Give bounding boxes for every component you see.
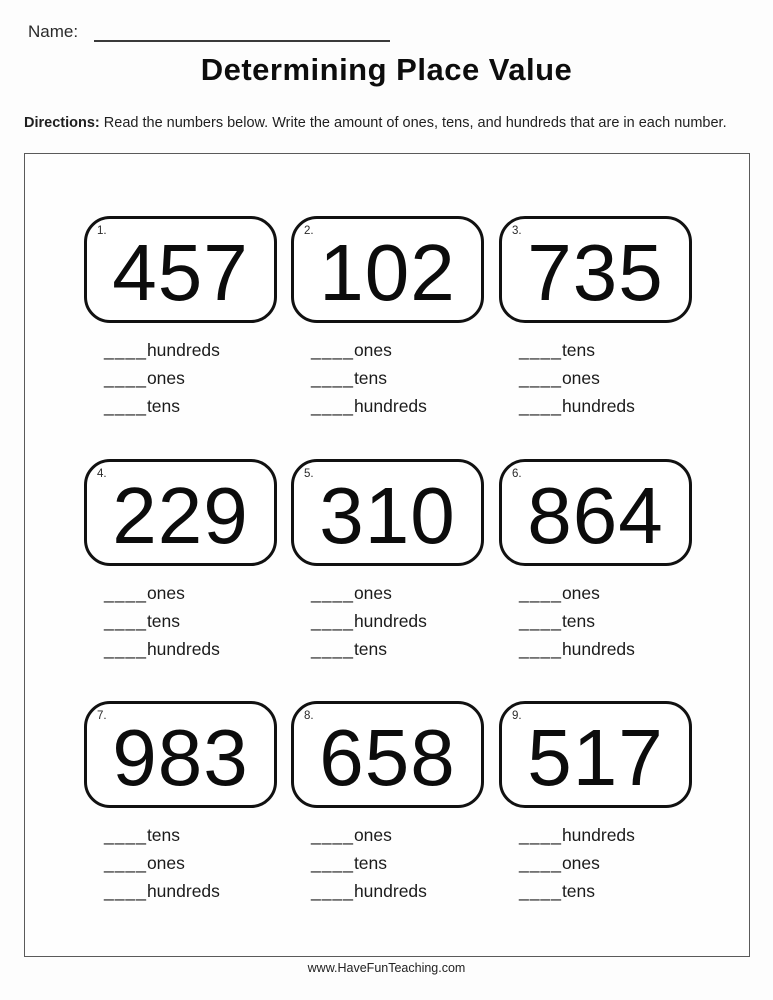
place-label: ones	[146, 368, 185, 388]
answer-blank: ____	[104, 583, 147, 603]
answer-line	[104, 392, 284, 420]
number-card	[291, 459, 484, 566]
card-number: 310	[319, 470, 456, 560]
answer-line	[104, 364, 284, 392]
place-label: ones	[146, 583, 185, 603]
worksheet-box	[24, 153, 750, 957]
page-title: Determining Place Value	[200, 52, 573, 87]
card-index: 7.	[97, 710, 107, 722]
place-label: hundreds	[146, 881, 220, 901]
answer-blank: ____	[519, 611, 562, 631]
answer-line	[519, 336, 699, 364]
place-label: tens	[353, 639, 388, 659]
answer-blank: ____	[104, 368, 147, 388]
card-index: 6.	[512, 468, 522, 480]
place-label: tens	[561, 340, 596, 360]
answer-blank: ____	[311, 340, 354, 360]
card-number: 658	[319, 712, 456, 802]
card-index: 5.	[304, 468, 314, 480]
number-card	[84, 459, 277, 566]
worksheet-item-5	[291, 459, 491, 663]
place-label: tens	[146, 825, 181, 845]
answer-line	[519, 364, 699, 392]
answer-line	[519, 821, 699, 849]
answer-lines	[104, 336, 284, 420]
place-label: hundreds	[353, 396, 427, 416]
worksheet-item-4	[84, 459, 284, 663]
place-label: tens	[561, 881, 596, 901]
answer-line	[311, 579, 491, 607]
answer-blank: ____	[311, 853, 354, 873]
answer-lines	[311, 821, 491, 905]
answer-blank: ____	[311, 368, 354, 388]
name-blank-line	[94, 23, 390, 42]
place-label: tens	[353, 853, 388, 873]
answer-line	[104, 849, 284, 877]
answer-blank: ____	[311, 639, 354, 659]
place-label: tens	[146, 611, 181, 631]
place-label: ones	[561, 368, 600, 388]
answer-blank: ____	[311, 396, 354, 416]
card-number: 864	[527, 470, 664, 560]
answer-blank: ____	[311, 881, 354, 901]
answer-line	[104, 635, 284, 663]
name-row	[28, 22, 390, 42]
answer-blank: ____	[519, 825, 562, 845]
number-card	[291, 701, 484, 808]
answer-lines	[311, 579, 491, 663]
card-number: 457	[112, 227, 249, 317]
answer-blank: ____	[519, 639, 562, 659]
answer-blank: ____	[311, 825, 354, 845]
answer-line	[311, 392, 491, 420]
answer-line	[104, 877, 284, 905]
answer-lines	[311, 336, 491, 420]
answer-line	[104, 607, 284, 635]
answer-blank: ____	[519, 881, 562, 901]
directions	[24, 112, 744, 134]
card-index: 2.	[304, 225, 314, 237]
worksheet-item-1	[84, 216, 284, 420]
answer-blank: ____	[519, 396, 562, 416]
answer-blank: ____	[104, 611, 147, 631]
answer-line	[519, 607, 699, 635]
answer-line	[104, 579, 284, 607]
place-label: tens	[353, 368, 388, 388]
answer-line	[311, 364, 491, 392]
worksheet-item-7	[84, 701, 284, 905]
place-label: ones	[353, 340, 392, 360]
card-index: 1.	[97, 225, 107, 237]
answer-blank: ____	[519, 853, 562, 873]
card-number: 229	[112, 470, 249, 560]
answer-blank: ____	[104, 881, 147, 901]
worksheet-item-2	[291, 216, 491, 420]
answer-line	[311, 877, 491, 905]
answer-lines	[104, 579, 284, 663]
answer-line	[519, 579, 699, 607]
answer-lines	[104, 821, 284, 905]
answer-blank: ____	[104, 825, 147, 845]
name-label: Name:	[28, 22, 79, 41]
place-label: hundreds	[353, 611, 427, 631]
directions-label: Directions:	[24, 115, 100, 131]
answer-blank: ____	[519, 340, 562, 360]
place-label: hundreds	[561, 825, 635, 845]
place-label: ones	[146, 853, 185, 873]
answer-line	[519, 849, 699, 877]
answer-blank: ____	[519, 583, 562, 603]
number-card	[499, 459, 692, 566]
place-label: hundreds	[561, 639, 635, 659]
worksheet-item-6	[499, 459, 699, 663]
answer-blank: ____	[311, 611, 354, 631]
number-card	[84, 216, 277, 323]
place-label: ones	[353, 825, 392, 845]
place-label: tens	[561, 611, 596, 631]
worksheet-item-8	[291, 701, 491, 905]
answer-blank: ____	[104, 853, 147, 873]
place-label: hundreds	[146, 639, 220, 659]
worksheet-item-9	[499, 701, 699, 905]
card-number: 517	[527, 712, 664, 802]
answer-line	[311, 821, 491, 849]
answer-blank: ____	[519, 368, 562, 388]
card-number: 735	[527, 227, 664, 317]
answer-lines	[519, 821, 699, 905]
card-number: 102	[319, 227, 456, 317]
card-number: 983	[112, 712, 249, 802]
worksheet-item-3	[499, 216, 699, 420]
card-index: 3.	[512, 225, 522, 237]
answer-line	[519, 392, 699, 420]
answer-line	[311, 635, 491, 663]
answer-lines	[519, 336, 699, 420]
place-label: ones	[353, 583, 392, 603]
answer-blank: ____	[311, 583, 354, 603]
answer-blank: ____	[104, 340, 147, 360]
answer-line	[104, 336, 284, 364]
answer-line	[311, 849, 491, 877]
answer-blank: ____	[104, 396, 147, 416]
place-label: hundreds	[353, 881, 427, 901]
place-label: ones	[561, 853, 600, 873]
card-index: 4.	[97, 468, 107, 480]
card-index: 8.	[304, 710, 314, 722]
directions-text: Read the numbers below. Write the amount of ones, tens, and hundreds that are in each number.	[99, 115, 727, 131]
card-index: 9.	[512, 710, 522, 722]
answer-line	[519, 635, 699, 663]
answer-line	[519, 877, 699, 905]
number-card	[84, 701, 277, 808]
number-card	[499, 701, 692, 808]
place-label: hundreds	[561, 396, 635, 416]
place-label: ones	[561, 583, 600, 603]
number-card	[499, 216, 692, 323]
place-label: tens	[146, 396, 181, 416]
place-label: hundreds	[146, 340, 220, 360]
number-card	[291, 216, 484, 323]
answer-line	[104, 821, 284, 849]
footer-url: www.HaveFunTeaching.com	[307, 961, 466, 975]
answer-line	[311, 336, 491, 364]
answer-line	[311, 607, 491, 635]
answer-lines	[519, 579, 699, 663]
answer-blank: ____	[104, 639, 147, 659]
